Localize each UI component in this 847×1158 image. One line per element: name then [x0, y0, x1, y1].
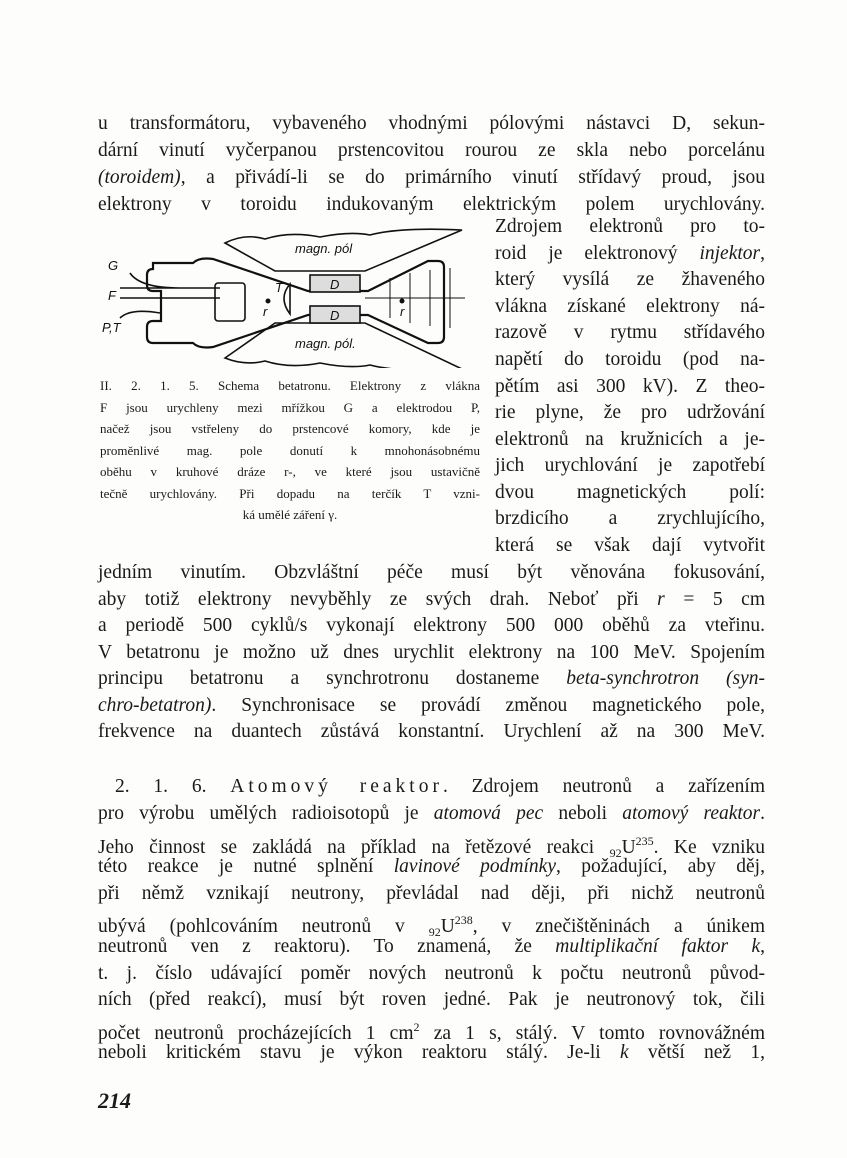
text-segment: . Zdrojem neutronů a zařízením [442, 776, 765, 797]
text-segment: atomová pec [433, 803, 544, 824]
label-pole-bottom: magn. pól. [295, 336, 356, 351]
label-PT: P,T [102, 320, 121, 335]
caption-line: proměnlivé mag. pole donutí k mnohonásobnému [100, 442, 480, 458]
text-segment: , v znečištěninách a únikem [472, 916, 766, 937]
text-segment: počet neutronů procházejících 1 cm [98, 1023, 414, 1044]
text-line [495, 375, 765, 399]
text-segment: Zdrojem elektronů pro to- [495, 216, 765, 237]
text-line [495, 401, 765, 425]
text-segment: elektrony v toroidu indukovaným elektrickým polem urychlovány. [98, 194, 765, 215]
text-segment: , a přivádí-li se do primárního vinutí střídavý proud, jsou [180, 167, 765, 188]
text-segment: Atomový reaktor [230, 776, 443, 797]
caption-line: F jsou urychleny mezi mřížkou G a elektrodou P, [100, 399, 480, 415]
text-line [98, 802, 765, 826]
text-segment: D [672, 113, 687, 134]
text-segment: u transformátoru, vybaveného vhodnými pólovými nástavci [98, 113, 673, 134]
caption-line: načež jsou vstřeleny do prstencové komory, kde je [100, 421, 480, 436]
orbit-center-dot [266, 299, 271, 304]
text-line [495, 428, 765, 452]
text-segment: t. j. číslo udávající poměr nových neutronů k počtu neutronů původ- [98, 963, 765, 984]
text-segment: U [440, 916, 455, 937]
text-segment: k [619, 1042, 629, 1063]
text-line [98, 139, 765, 163]
label-pole-top: magn. pól [295, 241, 353, 256]
text-line [98, 988, 765, 1012]
text-segment: napětí do toroidu (pod na- [495, 349, 765, 370]
text-line [98, 561, 765, 585]
label-D-top: D [330, 277, 340, 292]
text-segment: neboli kritickém stavu je výkon reaktoru stálý. Je-li [98, 1042, 620, 1063]
text-line [98, 1041, 765, 1065]
text-segment: pro výrobu umělých radioisotopů je [98, 803, 434, 824]
text-line [98, 166, 765, 190]
text-line [495, 534, 765, 558]
text-segment: frekvence na duantech zůstává konstantní. Urychlení až na 300 MeV. [98, 721, 765, 742]
text-segment: neutronů ven z reaktoru). To znamená, že [98, 936, 556, 957]
text-segment: U [621, 837, 636, 858]
text-segment: za 1 s, stálý. V tomto rovnovážném [419, 1023, 765, 1044]
text-line [98, 882, 765, 906]
text-line [495, 215, 765, 239]
text-line [98, 962, 765, 986]
text-line [98, 614, 765, 638]
text-segment: pětím asi 300 kV). Z theo- [495, 376, 765, 397]
text-segment: při němž vznikají neutrony, převládal nad ději, při nichž neutronů [98, 883, 765, 904]
text-segment: 92 [609, 846, 622, 860]
text-segment: , požadující, aby děj, [556, 856, 765, 877]
text-segment: brzdicího a zrychlujícího, [495, 508, 765, 529]
target-T [284, 284, 290, 314]
text-line [495, 507, 765, 531]
text-segment: 238 [454, 913, 473, 927]
text-line [98, 935, 765, 959]
text-segment: neboli [543, 803, 623, 824]
text-segment: ních (před reakcí), musí být roven jedné. Pak je neutronový tok, čili [98, 989, 765, 1010]
label-D-bottom: D [330, 308, 340, 323]
chamber-outline [147, 259, 444, 348]
text-segment: V betatronu je možno už dnes urychlit elektrony na 100 MeV. Spojením [98, 642, 765, 663]
text-segment: 235 [635, 834, 654, 848]
caption-line: oběhu v kruhové dráze r-, ve které jsou ustavičně [100, 464, 480, 479]
text-line [98, 667, 765, 691]
text-segment: 2 [413, 1020, 420, 1034]
orbit-center-dot [400, 299, 405, 304]
text-segment: 92 [428, 925, 441, 939]
text-segment: r [657, 589, 665, 610]
text-line [98, 720, 765, 744]
text-segment: chro-betatron) [98, 695, 212, 716]
text-line [495, 268, 765, 292]
text-segment: této reakce je nutné splnění [98, 856, 394, 877]
text-segment: , [760, 936, 765, 957]
label-r0: r [263, 304, 268, 319]
text-segment: dární vinutí vyčerpanou prstencovitou rourou ze skla nebo porcelánu [98, 140, 765, 161]
text-segment: větší než 1, [628, 1042, 765, 1063]
text-segment: Jeho činnost se zakládá na příklad na řetězové reakci [98, 837, 610, 858]
text-line [495, 242, 765, 266]
text-segment: . Ke vzniku [653, 837, 766, 858]
figure-caption [100, 375, 480, 526]
text-segment: lavinové podmínky [393, 856, 556, 877]
text-segment: atomový reaktor [622, 803, 761, 824]
text-segment: . [760, 803, 766, 824]
text-segment: razově v rytmu střídavého [495, 322, 765, 343]
caption-line: ká umělé záření γ. [242, 507, 338, 522]
text-segment: vlákna získané elektrony ná- [495, 296, 765, 317]
betatron-diagram [100, 208, 480, 368]
text-segment: a periodě 500 cyklů/s vykonají elektrony 500 000 oběhů za vteřinu. [98, 615, 765, 636]
text-segment: rie plyne, že pro udržování [495, 402, 765, 423]
text-line [98, 588, 765, 612]
text-line [115, 775, 765, 799]
caption-line: tečně urychlovány. Při dopadu na terčík T vzni- [100, 485, 480, 501]
text-line [98, 694, 765, 718]
text-line [495, 454, 765, 478]
text-line [495, 321, 765, 345]
text-segment: = 5 cm [664, 589, 765, 610]
text-segment: jich urychlování je zapotřebí [495, 455, 765, 476]
text-segment: roid je elektronový [495, 243, 700, 264]
label-r0-right: r [400, 304, 405, 319]
caption-line: II. 2. 1. 5. Schema betatronu. Elektrony z vlákna [100, 378, 480, 393]
text-segment: multiplikační faktor k [555, 936, 761, 957]
text-segment: která se však dají vytvořit [495, 535, 765, 556]
text-segment: , [760, 243, 765, 264]
text-line [98, 112, 765, 136]
text-segment: injektor [699, 243, 761, 264]
label-G: G [108, 258, 119, 273]
text-line [495, 295, 765, 319]
text-line [98, 641, 765, 665]
text-segment: který vysílá ze žhaveného [495, 269, 765, 290]
text-segment: beta-synchrotron (syn- [566, 668, 765, 689]
text-line [495, 481, 765, 505]
text-segment: principu betatronu a synchrotronu dostaneme [98, 668, 567, 689]
text-line [98, 855, 765, 879]
label-F: F [108, 288, 116, 303]
text-segment: jedním vinutím. Obzvláštní péče musí být věnována fokusování, [98, 562, 765, 583]
page-number: 214 [98, 1088, 131, 1113]
text-segment: (toroidem) [98, 167, 181, 188]
text-segment: dvou magnetických polí: [495, 482, 765, 503]
text-segment: , sekun- [686, 113, 765, 134]
text-segment: elektronů na kružnicích a je- [495, 429, 765, 450]
text-segment: ubývá (pohlcováním neutronů v [98, 916, 429, 937]
text-line [495, 348, 765, 372]
label-T: T [275, 280, 283, 295]
text-segment: 2. 1. 6. [115, 776, 231, 797]
text-segment: . Synchronisace se provádí změnou magnetického pole, [211, 695, 765, 716]
text-segment: aby totiž elektrony nevyběhly ze svých drah. Neboť při [98, 589, 658, 610]
